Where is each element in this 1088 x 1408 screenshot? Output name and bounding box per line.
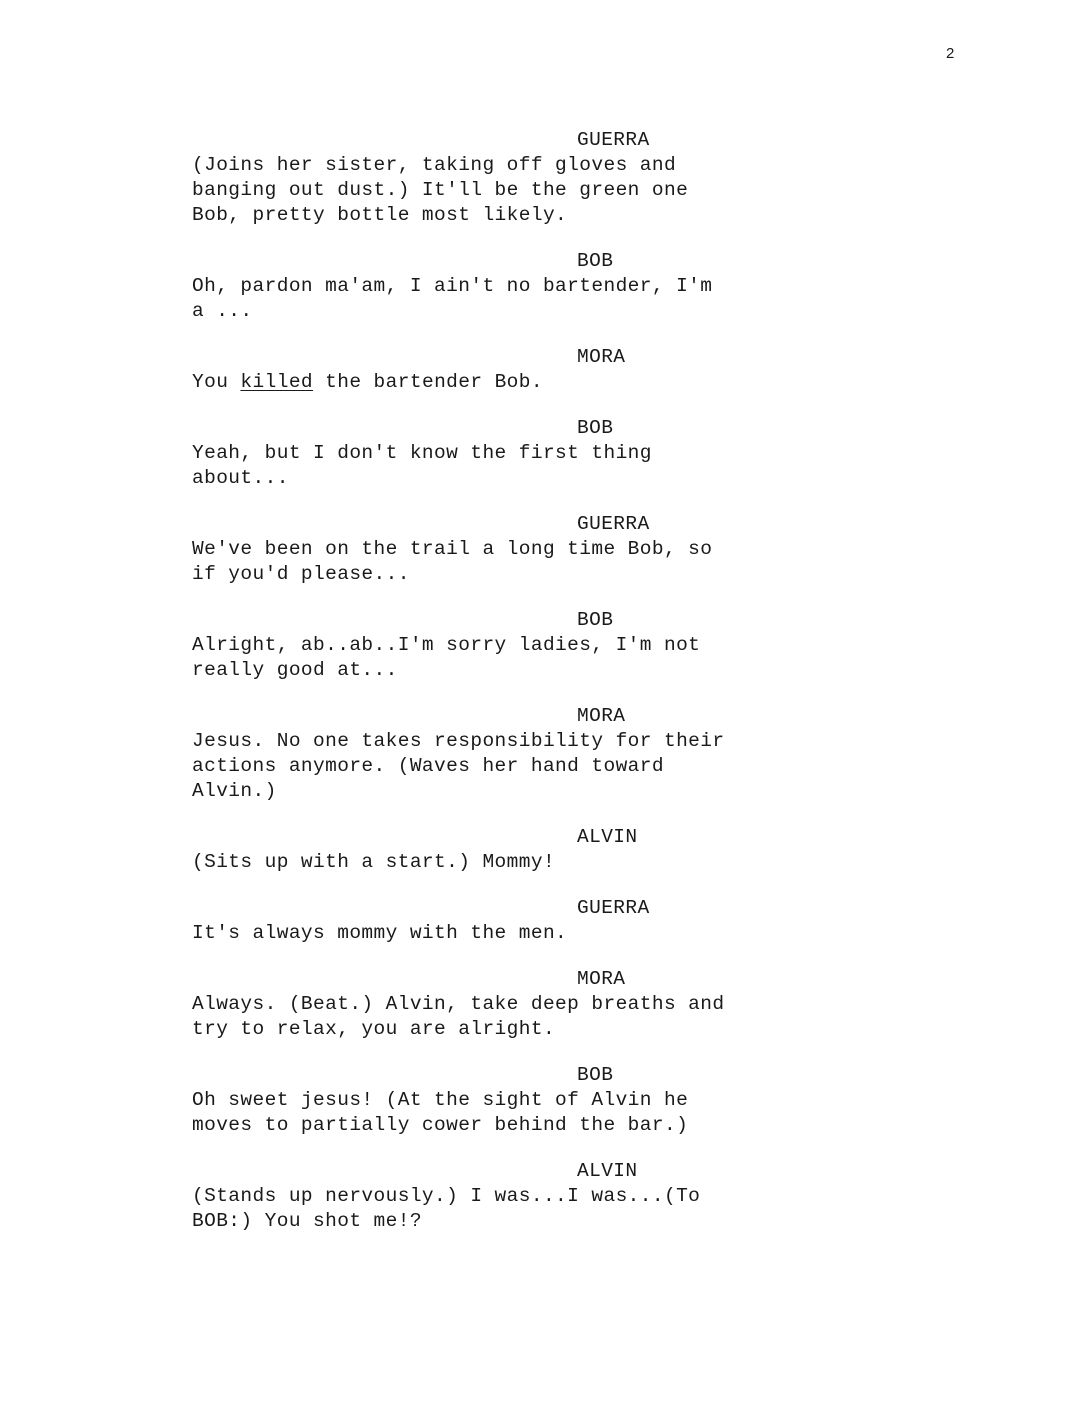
dialogue-line: Alvin.) [192,780,277,802]
dialogue-text: You [192,371,241,393]
dialogue-line: really good at... [192,659,398,681]
dialogue-line: (Stands up nervously.) I was...I was...(To [192,1185,701,1207]
dialogue-line: Alright, ab..ab..I'm sorry ladies, I'm not [192,634,701,656]
dialogue-line: BOB:) You shot me!? [192,1210,422,1232]
dialogue-line: Oh sweet jesus! (At the sight of Alvin he [192,1089,689,1111]
page-number: 2 [946,45,955,62]
dialogue-line: Oh, pardon ma'am, I ain't no bartender, I'm [192,275,713,297]
dialogue-line [192,370,543,395]
dialogue-line: a ... [192,300,253,322]
speaker-name: BOB [577,250,614,272]
speaker-name: MORA [577,968,626,990]
dialogue-line: It's always mommy with the men. [192,922,568,944]
dialogue-line: about... [192,467,289,489]
speaker-name: GUERRA [577,513,650,535]
speaker-name: GUERRA [577,129,650,151]
dialogue-line: actions anymore. (Waves her hand toward [192,755,664,777]
underlined-word: killed [240,371,314,393]
dialogue-line: if you'd please... [192,563,410,585]
speaker-name: BOB [577,609,614,631]
dialogue-line: Bob, pretty bottle most likely. [192,204,568,226]
speaker-name: ALVIN [577,1160,638,1182]
dialogue-line: Jesus. No one takes responsibility for their [192,730,725,752]
speaker-name: ALVIN [577,826,638,848]
speaker-name: MORA [577,705,626,727]
dialogue-line: (Sits up with a start.) Mommy! [192,851,556,873]
dialogue-line: try to relax, you are alright. [192,1018,556,1040]
dialogue-line: banging out dust.) It'll be the green one [192,179,689,201]
speaker-name: BOB [577,1064,614,1086]
dialogue-line: Yeah, but I don't know the first thing [192,442,652,464]
speaker-name: BOB [577,417,614,439]
dialogue-line: We've been on the trail a long time Bob, so [192,538,713,560]
dialogue-line: moves to partially cower behind the bar.) [192,1114,689,1136]
speaker-name: MORA [577,346,626,368]
dialogue-line: Always. (Beat.) Alvin, take deep breaths and [192,993,725,1015]
dialogue-line: (Joins her sister, taking off gloves and [192,154,677,176]
dialogue-text: the bartender Bob. [313,371,543,393]
speaker-name: GUERRA [577,897,650,919]
